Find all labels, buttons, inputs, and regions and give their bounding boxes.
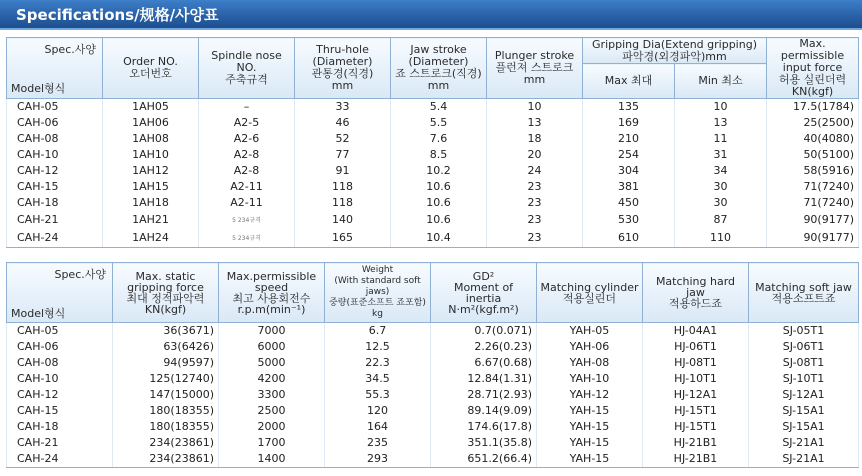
- cell-spindle-small-text: 5 234규격: [232, 217, 261, 224]
- cell-model: CAH-24: [7, 451, 113, 468]
- corner-model-label-2: Model형식: [11, 307, 66, 320]
- cell-force: 234(23861): [113, 451, 219, 468]
- table-row: [7, 163, 859, 179]
- table-row: [7, 435, 859, 451]
- cell-spindle: A2-11: [199, 179, 295, 195]
- cell-max: 304: [583, 163, 675, 179]
- cell-thru: 165: [295, 229, 391, 248]
- cell-soft: SJ-21A1: [749, 451, 859, 468]
- cell-model: CAH-15: [7, 179, 103, 195]
- cell-order: 1AH10: [103, 147, 199, 163]
- cell-force: 17.5(1784): [767, 99, 859, 116]
- cell-min: 30: [675, 195, 767, 211]
- cell-gd2: 28.71(2.93): [431, 387, 537, 403]
- cell-jaw: 8.5: [391, 147, 487, 163]
- cell-soft: SJ-15A1: [749, 403, 859, 419]
- cell-weight: 12.5: [325, 339, 431, 355]
- cell-speed: 4200: [219, 371, 325, 387]
- header-order-no: Order NO. 오더번호: [103, 38, 199, 99]
- cell-cylinder: YAH-08: [537, 355, 643, 371]
- cell-weight: 120: [325, 403, 431, 419]
- table-row: [7, 387, 859, 403]
- header-thru-hole: Thru-hole (Diameter) 관통경(직경) mm: [295, 38, 391, 99]
- header-plunger-stroke: Plunger stroke 플런져 스트로크 mm: [487, 38, 583, 99]
- cell-max: 169: [583, 115, 675, 131]
- page-title: Specifications/规格/사양표: [0, 0, 862, 30]
- header-max-dia: Max 최대: [583, 64, 675, 99]
- cell-force: 180(18355): [113, 403, 219, 419]
- cell-hard: HJ-21B1: [643, 435, 749, 451]
- cell-soft: SJ-05T1: [749, 323, 859, 340]
- cell-jaw: 10.6: [391, 179, 487, 195]
- table-row: [7, 355, 859, 371]
- cell-force: 58(5916): [767, 163, 859, 179]
- cell-gd2: 0.7(0.071): [431, 323, 537, 340]
- cell-hard: HJ-04A1: [643, 323, 749, 340]
- cell-force: 71(7240): [767, 195, 859, 211]
- header-max-force: Max. permissible input force 허용 실린더력 KN(kgf): [767, 38, 859, 99]
- cell-force: 94(9597): [113, 355, 219, 371]
- cell-model: CAH-12: [7, 387, 113, 403]
- cell-jaw: 7.6: [391, 131, 487, 147]
- cell-spindle: A2-11: [199, 195, 295, 211]
- cell-speed: 2500: [219, 403, 325, 419]
- cell-jaw: 10.6: [391, 195, 487, 211]
- cell-speed: 5000: [219, 355, 325, 371]
- cell-model: CAH-08: [7, 355, 113, 371]
- cell-jaw: 5.5: [391, 115, 487, 131]
- table-row: [7, 211, 859, 229]
- cell-force: 36(3671): [113, 323, 219, 340]
- cell-min: 34: [675, 163, 767, 179]
- cell-model: CAH-15: [7, 403, 113, 419]
- cell-plunger: 13: [487, 115, 583, 131]
- cell-spindle: A2-8: [199, 147, 295, 163]
- cell-cylinder: YAH-15: [537, 403, 643, 419]
- table-row: [7, 339, 859, 355]
- cell-model: CAH-08: [7, 131, 103, 147]
- cell-min: 10: [675, 99, 767, 116]
- table-row: [7, 403, 859, 419]
- cell-jaw: 10.2: [391, 163, 487, 179]
- cell-weight: 34.5: [325, 371, 431, 387]
- cell-weight: 55.3: [325, 387, 431, 403]
- cell-spindle-small-text: 5 234규격: [232, 235, 261, 242]
- cell-max: 135: [583, 99, 675, 116]
- cell-hard: HJ-12A1: [643, 387, 749, 403]
- cell-order: 1AH12: [103, 163, 199, 179]
- cell-thru: 118: [295, 179, 391, 195]
- cell-speed: 1700: [219, 435, 325, 451]
- cell-force: 234(23861): [113, 435, 219, 451]
- table-row: [7, 195, 859, 211]
- cell-model: CAH-24: [7, 229, 103, 248]
- cell-weight: 164: [325, 419, 431, 435]
- header-weight: Weight (With standard soft jaws) 중량(표준소프트 죠포함) kg: [325, 263, 431, 323]
- header-spindle-nose: Spindle nose NO. 주축규격: [199, 38, 295, 99]
- table-row: [7, 451, 859, 468]
- cell-force: 50(5100): [767, 147, 859, 163]
- cell-hard: HJ-15T1: [643, 403, 749, 419]
- cell-gd2: 651.2(66.4): [431, 451, 537, 468]
- cell-order: 1AH05: [103, 99, 199, 116]
- cell-model: CAH-10: [7, 147, 103, 163]
- cell-model: CAH-10: [7, 371, 113, 387]
- table-row: [7, 147, 859, 163]
- cell-speed: 1400: [219, 451, 325, 468]
- cell-gd2: 2.26(0.23): [431, 339, 537, 355]
- cell-max: 254: [583, 147, 675, 163]
- cell-thru: 91: [295, 163, 391, 179]
- cell-gd2: 12.84(1.31): [431, 371, 537, 387]
- table-row: [7, 115, 859, 131]
- header-jaw-stroke: Jaw stroke (Diameter) 죠 스트로크(직경) mm: [391, 38, 487, 99]
- cell-order: 1AH06: [103, 115, 199, 131]
- cell-force: 90(9177): [767, 229, 859, 248]
- cell-min: 13: [675, 115, 767, 131]
- cell-gd2: 6.67(0.68): [431, 355, 537, 371]
- table-row: [7, 419, 859, 435]
- corner-header-2: [7, 263, 113, 323]
- table-row: [7, 323, 859, 340]
- cell-cylinder: YAH-12: [537, 387, 643, 403]
- cell-hard: HJ-10T1: [643, 371, 749, 387]
- cell-model: CAH-21: [7, 211, 103, 229]
- cell-hard: HJ-08T1: [643, 355, 749, 371]
- cell-model: CAH-18: [7, 419, 113, 435]
- cell-plunger: 18: [487, 131, 583, 147]
- cell-order: 1AH08: [103, 131, 199, 147]
- cell-thru: 77: [295, 147, 391, 163]
- header-gripping-dia: Gripping Dia(Extend gripping) 파악경(외경파악)mm: [583, 38, 767, 64]
- cell-model: CAH-12: [7, 163, 103, 179]
- cell-speed: 6000: [219, 339, 325, 355]
- cell-hard: HJ-21B1: [643, 451, 749, 468]
- cell-force: 90(9177): [767, 211, 859, 229]
- cell-soft: SJ-21A1: [749, 435, 859, 451]
- table-2-body: [7, 323, 859, 468]
- corner-header: [7, 38, 103, 99]
- table-1-body: [7, 99, 859, 248]
- cell-soft: SJ-06T1: [749, 339, 859, 355]
- cell-thru: 46: [295, 115, 391, 131]
- cell-min: 11: [675, 131, 767, 147]
- cell-force: 125(12740): [113, 371, 219, 387]
- cell-gd2: 174.6(17.8): [431, 419, 537, 435]
- header-min-dia: Min 최소: [675, 64, 767, 99]
- cell-force: 40(4080): [767, 131, 859, 147]
- cell-cylinder: YAH-15: [537, 419, 643, 435]
- cell-cylinder: YAH-15: [537, 435, 643, 451]
- cell-soft: SJ-15A1: [749, 419, 859, 435]
- cell-model: CAH-05: [7, 99, 103, 116]
- cell-model: CAH-18: [7, 195, 103, 211]
- cell-soft: SJ-08T1: [749, 355, 859, 371]
- corner-spec-label: Spec.사양: [44, 43, 96, 56]
- cell-weight: 22.3: [325, 355, 431, 371]
- cell-plunger: 23: [487, 211, 583, 229]
- cell-thru: 33: [295, 99, 391, 116]
- header-gd2: GD² Moment of inertia N·m²(kgf.m²): [431, 263, 537, 323]
- cell-model: CAH-06: [7, 115, 103, 131]
- table-row: [7, 179, 859, 195]
- cell-spindle: –: [199, 99, 295, 116]
- cell-plunger: 23: [487, 179, 583, 195]
- cell-thru: 118: [295, 195, 391, 211]
- cell-model: CAH-06: [7, 339, 113, 355]
- cell-max: 610: [583, 229, 675, 248]
- cell-plunger: 10: [487, 99, 583, 116]
- cell-spindle: [199, 211, 295, 229]
- cell-order: 1AH24: [103, 229, 199, 248]
- cell-weight: 293: [325, 451, 431, 468]
- cell-order: 1AH15: [103, 179, 199, 195]
- table-row: [7, 229, 859, 248]
- cell-speed: 3300: [219, 387, 325, 403]
- header-static-force: Max. static gripping force 최대 정적파악력 KN(kgf): [113, 263, 219, 323]
- cell-force: 180(18355): [113, 419, 219, 435]
- cell-min: 110: [675, 229, 767, 248]
- header-matching-hard-jaw: Matching hard jaw 적용하드죠: [643, 263, 749, 323]
- cell-model: CAH-21: [7, 435, 113, 451]
- cell-spindle: A2-6: [199, 131, 295, 147]
- cell-speed: 2000: [219, 419, 325, 435]
- cell-soft: SJ-12A1: [749, 387, 859, 403]
- cell-order: 1AH18: [103, 195, 199, 211]
- table-row: [7, 131, 859, 147]
- cell-min: 31: [675, 147, 767, 163]
- cell-order: 1AH21: [103, 211, 199, 229]
- cell-max: 530: [583, 211, 675, 229]
- cell-max: 210: [583, 131, 675, 147]
- corner-model-label: Model형식: [11, 82, 66, 95]
- cell-gd2: 89.14(9.09): [431, 403, 537, 419]
- cell-model: CAH-05: [7, 323, 113, 340]
- cell-jaw: 10.6: [391, 211, 487, 229]
- cell-force: 147(15000): [113, 387, 219, 403]
- cell-jaw: 10.4: [391, 229, 487, 248]
- cell-plunger: 23: [487, 195, 583, 211]
- cell-jaw: 5.4: [391, 99, 487, 116]
- cell-hard: HJ-06T1: [643, 339, 749, 355]
- cell-spindle: A2-8: [199, 163, 295, 179]
- cell-plunger: 24: [487, 163, 583, 179]
- cell-min: 87: [675, 211, 767, 229]
- header-max-speed: Max.permissible speed 최고 사용회전수 r.p.m(min⁻¹): [219, 263, 325, 323]
- cell-cylinder: YAH-06: [537, 339, 643, 355]
- spec-table-2: [6, 262, 859, 468]
- cell-thru: 140: [295, 211, 391, 229]
- cell-weight: 6.7: [325, 323, 431, 340]
- table-row: [7, 99, 859, 116]
- cell-thru: 52: [295, 131, 391, 147]
- cell-cylinder: YAH-15: [537, 451, 643, 468]
- cell-soft: SJ-10T1: [749, 371, 859, 387]
- cell-spindle: A2-5: [199, 115, 295, 131]
- cell-speed: 7000: [219, 323, 325, 340]
- cell-force: 63(6426): [113, 339, 219, 355]
- corner-spec-label-2: Spec.사양: [54, 268, 106, 281]
- cell-plunger: 20: [487, 147, 583, 163]
- cell-force: 25(2500): [767, 115, 859, 131]
- cell-force: 71(7240): [767, 179, 859, 195]
- header-matching-cylinder: Matching cylinder 적용실린더: [537, 263, 643, 323]
- table-row: [7, 371, 859, 387]
- spec-table-1: [6, 37, 859, 248]
- cell-max: 450: [583, 195, 675, 211]
- cell-max: 381: [583, 179, 675, 195]
- cell-cylinder: YAH-05: [537, 323, 643, 340]
- cell-spindle: [199, 229, 295, 248]
- cell-cylinder: YAH-10: [537, 371, 643, 387]
- cell-min: 30: [675, 179, 767, 195]
- header-matching-soft-jaw: Matching soft jaw 적용소프트죠: [749, 263, 859, 323]
- cell-hard: HJ-15T1: [643, 419, 749, 435]
- cell-plunger: 23: [487, 229, 583, 248]
- cell-weight: 235: [325, 435, 431, 451]
- cell-gd2: 351.1(35.8): [431, 435, 537, 451]
